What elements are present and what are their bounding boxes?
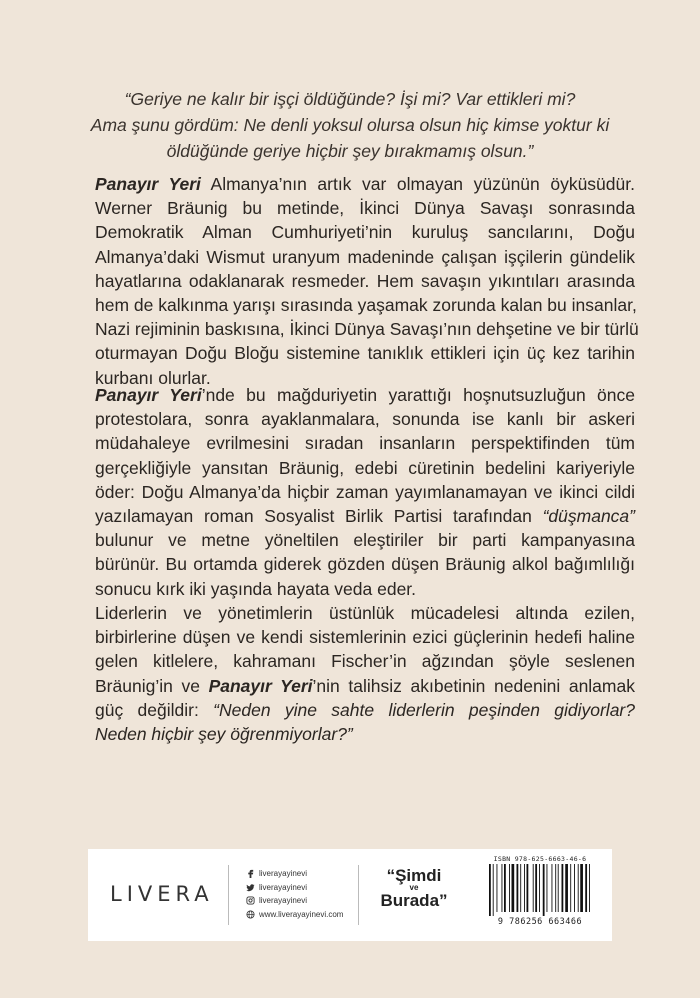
barcode-bar [502,864,503,912]
epigraph-line: Ama şunu gördüm: Ne denli yoksul olursa olsun hiç kimse yoktur ki [90,115,610,135]
text-line [95,317,639,341]
barcode-bar [527,864,529,912]
social-handle: liverayayinevi [259,882,308,892]
text-run: güç değildir: [95,699,214,720]
text-line [95,504,635,528]
barcode-bar [504,864,506,912]
text-run: kurbanı olurlar. [95,367,211,388]
barcode-bar [570,864,571,912]
social-row-twitter[interactable] [246,881,343,895]
book-title: Panayır Yeri [95,174,201,194]
text-line [95,220,635,244]
text-line [95,245,635,269]
text-run: müdahaleye evrilmesini sıradan insanların perspektifinden tüm [95,433,635,454]
isbn-barcode [480,855,600,935]
globe-icon [246,910,255,919]
barcode-bar [512,864,515,912]
text-line [95,480,635,504]
text-line [95,456,635,480]
epigraph-line: “Geriye ne kalır bir işçi öldüğünde? İşi mi? Var ettikleri mi? [124,89,576,109]
publisher-logo: LIVERA [110,882,214,906]
barcode-bar [493,864,494,916]
barcode-bar [524,864,525,912]
text-run: gelen kitlelere, kahramanı Fischer’in ağzından şöyle seslenen [95,651,635,672]
text-run: ’nin talihsiz akıbetinin nedenini anlamak [312,675,635,696]
social-row-facebook[interactable] [246,867,343,881]
text-run: protestolara, sonra ayaklanmalara, sonunda ise kanlı bir askeri [95,409,635,430]
barcode-bar [580,864,583,912]
text-run: “düşmanca” [542,506,635,527]
text-line [95,674,635,698]
text-run: bulunur ve metne yöneltilen eleştiriler bir parti kampanyasına [95,530,635,551]
social-row-website[interactable] [246,908,343,922]
text-run: ’nde bu mağduriyetin yarattığı hoşnutsuzluğun önce [201,385,635,405]
series-line2: ve [409,883,419,892]
text-run: Neden hiçbir şey öğrenmiyorlar?” [95,724,353,745]
barcode-bar [535,864,537,912]
barcode-bar [578,864,579,912]
book-title: Panayır Yeri [208,675,313,696]
text-run: “Neden yine sahte liderlerin peşinden gidiyorlar? [213,699,635,720]
barcode-bar [543,864,545,916]
text-run: sonucu kırk iki yaşında hayata veda eder. [95,578,417,599]
text-line [95,269,635,293]
paragraph-2 [95,383,635,601]
series-line3: Burada” [380,891,448,910]
text-run: bürünür. Bu ortamda giderek gözden düşen Bräunig alkol bağımlılığı [95,554,635,575]
epigraph-line: öldüğünde geriye hiçbir şey bırakmamış olsun.” [166,141,534,161]
text-line [95,552,635,576]
text-run: Demokratik Alman Cumhuriyeti’nin kuruluş sancılarını, Doğu [95,222,635,243]
text-line [95,577,635,601]
text-run: hem de kalkınma yarışı sırasında yaşamak zorunda kalan bu insanlar, [95,295,637,316]
website-link: www.liverayayinevi.com [259,909,344,919]
epigraph [90,86,610,164]
social-links [246,867,343,921]
barcode-bar [585,864,587,912]
text-run: birbirlerine düşen ve kendi sistemlerinin ezici güçlerinin hedefi haline [95,627,635,648]
isbn-label: ISBN 978-625-6663-46-6 [493,855,587,863]
text-line [95,341,635,365]
barcode-bar [558,864,559,912]
divider [228,865,229,925]
isbn-number: 9 786256 663466 [497,917,583,927]
social-handle: liverayayinevi [259,896,308,905]
text-run: hayatlarına odaklanarak resmeder. Hem savaşın yıkıntıları arasında [95,270,635,291]
text-run: yazılamayan roman Sosyalist Birlik Partisi tarafından [95,506,543,527]
barcode-bar [517,864,519,912]
text-line [95,528,635,552]
paragraph-1 [95,172,639,390]
text-line [95,649,635,673]
facebook-icon [246,869,255,878]
barcode-bar [509,864,510,912]
social-handle: liverayayinevi [259,869,308,878]
twitter-icon [246,883,255,892]
barcode-bar [589,864,590,912]
barcode-bar [552,864,553,912]
text-run: gerçekliğiyle yansıtan Bräunig, edebi cüretinin bedelini kariyeriyle [95,457,635,478]
text-line [95,601,635,625]
text-run: Nazi rejiminin baskısına, İkinci Dünya Savaşı’nın dehşetine ve bir türlü [95,319,639,340]
text-run: Werner Bräunig bu metinde, İkinci Dünya Savaşı sonrasında [95,198,635,219]
barcode-bar [497,864,498,912]
instagram-icon [246,896,255,905]
back-cover-footer [88,849,612,941]
barcode-bar [547,864,548,912]
text-line [95,722,635,746]
text-line [95,625,635,649]
text-line [95,407,635,431]
text-line [95,196,635,220]
barcode-bar [539,864,540,912]
barcode-bar [555,864,556,912]
barcode-bar [562,864,564,912]
barcode-bar [565,864,568,912]
text-run: öder: Doğu Almanya’da hiçbir zaman yayımlanamayan ve ikinci cildi [95,481,635,502]
text-run: Almanya’daki Wismut uranyum madeninde çalışan işçilerin gündelik [95,246,635,267]
barcode-bar [520,864,521,912]
paragraph-3 [95,601,635,746]
social-row-instagram[interactable] [246,894,343,908]
text-line [95,431,635,455]
text-line [95,383,635,407]
barcode-bar [489,864,491,916]
text-line [95,293,635,317]
series-line1: “Şimdi [386,866,442,885]
barcode-bars [485,864,595,916]
text-line [95,172,635,196]
barcode-bar [533,864,534,912]
text-line [95,698,635,722]
barcode-bar [574,864,575,912]
book-title: Panayır Yeri [95,385,202,405]
text-run: oturmayan Doğu Bloğu sistemine tanıklık ettikleri için üç kez tarihin [95,343,635,364]
text-run: Almanya’nın artık var olmayan yüzünün öyküsüdür. [200,174,635,194]
text-run: Bräunig’in ve [95,675,209,696]
series-logo [370,867,458,909]
text-run: Liderlerin ve yönetimlerin üstünlük mücadelesi altında ezilen, [95,603,635,623]
divider [358,865,359,925]
